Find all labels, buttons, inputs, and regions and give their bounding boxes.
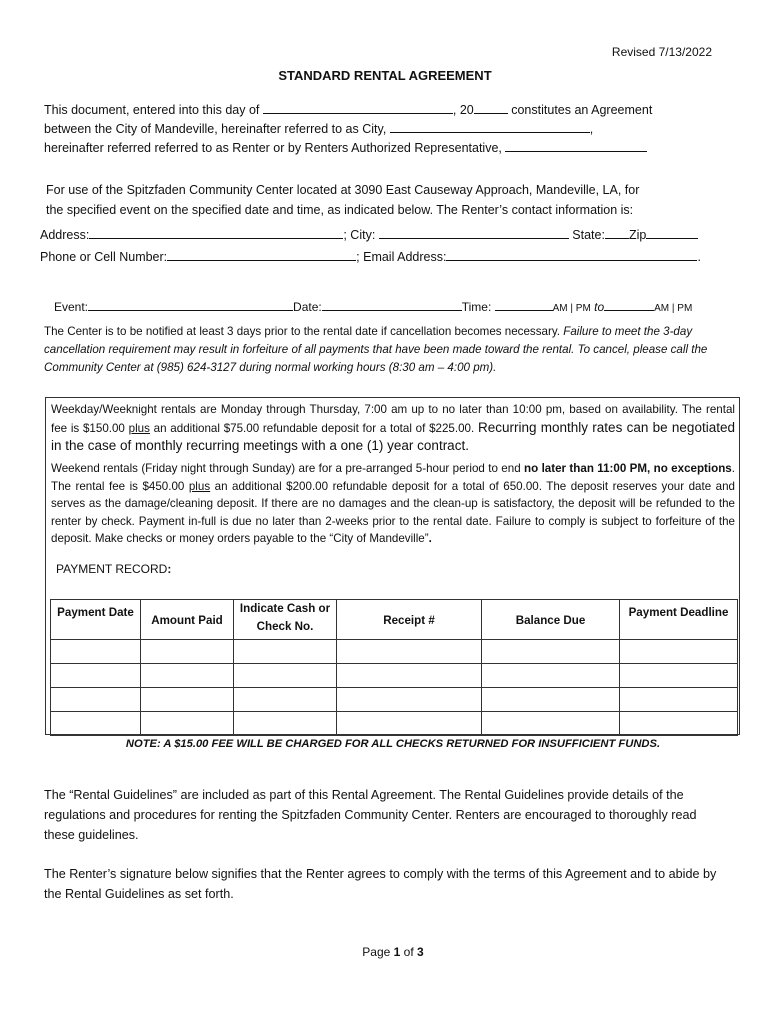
email-end: . xyxy=(697,250,701,264)
zip-label: Zip xyxy=(628,228,647,242)
city-label: ; City: xyxy=(343,228,376,242)
weekend-text-a: Weekend rentals (Friday night through Sunday) are for a pre-arranged 5-hour period to end xyxy=(51,462,521,475)
table-cell[interactable] xyxy=(51,712,141,736)
table-cell[interactable] xyxy=(337,688,482,712)
table-row xyxy=(51,688,738,712)
header-payment-date: Payment Date xyxy=(51,600,141,640)
table-cell[interactable] xyxy=(337,640,482,664)
intro-line-2-text: between the City of Mandeville, hereinafter referred to as City, xyxy=(44,122,387,136)
intro-text-a: This document, entered into this day of xyxy=(44,103,260,117)
table-cell[interactable] xyxy=(51,688,141,712)
weekday-plus: plus xyxy=(128,421,150,435)
email-field[interactable] xyxy=(446,248,697,261)
footer-page-num: 1 xyxy=(393,945,401,959)
event-row xyxy=(54,298,692,314)
header-balance-due: Balance Due xyxy=(482,600,620,640)
table-cell[interactable] xyxy=(482,640,620,664)
event-field[interactable] xyxy=(88,298,293,311)
end-ampm: AM | PM xyxy=(654,303,693,314)
intro-line-1 xyxy=(44,101,652,117)
table-cell[interactable] xyxy=(482,712,620,736)
signature-paragraph: The Renter’s signature below signifies that the Renter agrees to comply with the terms of this Agreement and to abide by the Rental Guidelines as set forth. xyxy=(44,867,717,901)
payment-record-text: PAYMENT RECORD xyxy=(56,562,168,576)
address-label: Address: xyxy=(40,228,90,242)
payment-record-colon: : xyxy=(167,562,172,576)
weekend-text-b: . The rental fee is $450.00 xyxy=(51,462,735,493)
footer-page-word: Page xyxy=(362,945,391,959)
page-title: STANDARD RENTAL AGREEMENT xyxy=(278,68,492,83)
table-cell[interactable] xyxy=(337,664,482,688)
payment-table-body xyxy=(51,640,738,736)
notice-italic: Failure to meet the 3-day cancellation requirement may result in forfeiture of all payments that have been made toward the rental. To cancel, please call the Community Center at (985) 624-3127 during normal working hours (8:30 am – 4:00 pm). xyxy=(44,325,708,374)
returned-check-note: NOTE: A $15.00 FEE WILL BE CHARGED FOR ALL CHECKS RETURNED FOR INSUFFICIENT FUNDS. xyxy=(125,738,661,750)
guidelines-paragraph: The “Rental Guidelines” are included as part of this Rental Agreement. The Rental Guidelines provide details of the regulations and procedures for renting the Spitzfaden Community Center. Renters are encouraged to thoroughly read these guidelines. xyxy=(44,788,697,842)
table-row xyxy=(51,712,738,736)
table-cell[interactable] xyxy=(141,664,234,688)
renter-rep-field[interactable] xyxy=(505,139,647,152)
intro-text-c: constitutes an Agreement xyxy=(511,103,653,117)
payment-record-label xyxy=(56,561,740,579)
intro-text-b: , 20 xyxy=(452,103,474,117)
table-cell[interactable] xyxy=(620,688,738,712)
use-line-1: For use of the Spitzfaden Community Center located at 3090 East Causeway Approach, Mandeville, LA, for xyxy=(46,183,640,197)
end-time-field[interactable] xyxy=(604,298,654,311)
footer-page-total: 3 xyxy=(417,945,424,959)
state-field[interactable] xyxy=(605,226,629,239)
table-cell[interactable] xyxy=(234,640,337,664)
year-field[interactable] xyxy=(474,101,508,114)
state-label: State: xyxy=(572,228,605,242)
city-rep-field[interactable] xyxy=(390,120,590,133)
revised-date: Revised 7/13/2022 xyxy=(611,45,712,59)
event-label: Event: xyxy=(54,300,89,314)
email-label: ; Email Address: xyxy=(356,250,447,264)
to-word: to xyxy=(594,300,605,314)
phone-row xyxy=(40,248,701,264)
table-cell[interactable] xyxy=(141,688,234,712)
table-cell[interactable] xyxy=(234,712,337,736)
table-cell[interactable] xyxy=(620,640,738,664)
intro-line-3-text: hereinafter referred referred to as Renter or by Renters Authorized Representative, xyxy=(44,141,502,155)
weekend-text-c: an additional $200.00 refundable deposit for a total of 650.00. The deposit reserves your date and serves as the damage/cleaning deposit. If there are no damages and the clean-up is satisfactory, the deposit will be refunded to the renter by check. Payment in-full is due no later than 2-weeks prior to the rental date. Failure to comply is subject to forfeiture of the deposit. Make checks or money orders payable to the “City of Mandeville” xyxy=(51,479,735,545)
header-payment-deadline: Payment Deadline xyxy=(620,600,738,640)
intro-line-2 xyxy=(44,120,593,136)
phone-field[interactable] xyxy=(167,248,356,261)
table-cell[interactable] xyxy=(141,712,234,736)
city-field[interactable] xyxy=(379,226,569,239)
page-footer xyxy=(0,945,770,959)
weekday-text-b: an additional $75.00 refundable deposit for a total of $225.00. xyxy=(153,421,475,435)
table-cell[interactable] xyxy=(482,688,620,712)
table-cell[interactable] xyxy=(141,640,234,664)
intro-line-3 xyxy=(44,139,647,155)
table-row xyxy=(51,640,738,664)
weekend-end: . xyxy=(428,532,432,545)
rates-box xyxy=(45,397,740,735)
weekday-text-a: Weekday/Weeknight rentals are Monday through Thursday, 7:00 am up to no later than 10:00 pm, based on availability. The rental fee is $150.00 xyxy=(51,403,735,435)
header-cash-check: Indicate Cash or Check No. xyxy=(234,600,337,640)
table-cell[interactable] xyxy=(51,664,141,688)
footer-of-word: of xyxy=(403,945,414,959)
payment-table-header xyxy=(51,600,738,640)
header-receipt: Receipt # xyxy=(337,600,482,640)
table-row xyxy=(51,664,738,688)
phone-label: Phone or Cell Number: xyxy=(40,250,168,264)
table-cell[interactable] xyxy=(337,712,482,736)
date-field[interactable] xyxy=(322,298,462,311)
weekend-bold: no later than 11:00 PM, no exceptions xyxy=(524,462,732,475)
date-label: Date: xyxy=(293,300,322,314)
table-cell[interactable] xyxy=(51,640,141,664)
intro-line-2-end: , xyxy=(589,122,594,136)
header-amount-paid: Amount Paid xyxy=(141,600,234,640)
payment-table xyxy=(50,599,738,736)
weekday-paragraph xyxy=(51,401,735,456)
table-cell[interactable] xyxy=(234,664,337,688)
use-line-2: the specified event on the specified date and time, as indicated below. The Renter’s contact information is: xyxy=(46,203,634,217)
table-cell[interactable] xyxy=(620,664,738,688)
table-cell[interactable] xyxy=(482,664,620,688)
start-ampm: AM | PM xyxy=(552,303,591,314)
day-field[interactable] xyxy=(263,101,453,114)
weekend-paragraph xyxy=(51,460,735,548)
weekend-plus: plus xyxy=(188,479,211,493)
weekday-text-c: Recurring monthly rates can be negotiated in the case of monthly recurring meetings with a one (1) year contract. xyxy=(51,419,735,453)
time-label: Time: xyxy=(461,300,492,314)
zip-field[interactable] xyxy=(646,226,698,239)
notice-plain: The Center is to be notified at least 3 days prior to the rental date if cancellation becomes necessary. xyxy=(44,325,560,338)
table-cell[interactable] xyxy=(234,688,337,712)
start-time-field[interactable] xyxy=(495,298,553,311)
address-row xyxy=(40,226,698,242)
table-cell[interactable] xyxy=(620,712,738,736)
address-field[interactable] xyxy=(89,226,343,239)
cancellation-notice xyxy=(44,323,734,377)
